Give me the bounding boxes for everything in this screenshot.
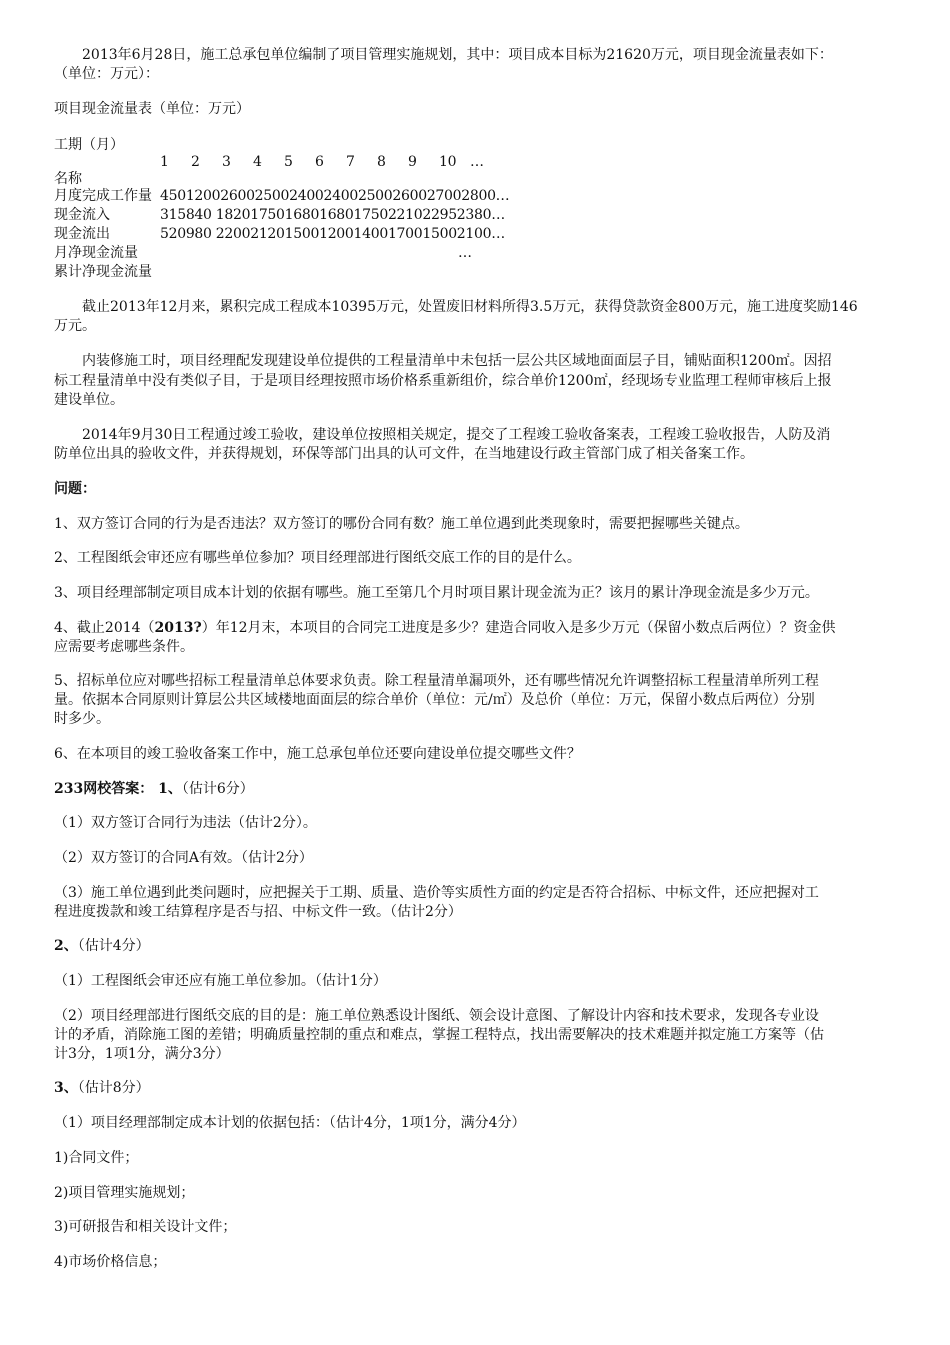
- month-headers: [160, 153, 484, 172]
- row-values: 520980 2200212015001200140017001500​2100…: [160, 226, 505, 242]
- question-5-line-2: 量。依据本合同原则计算层公共区域楼地面面层的综合单价（单位：元/㎡）及总价（单位：万元，保留小数点后两位）分别: [54, 692, 815, 708]
- answer-line: （1）工程图纸会审还应有施工单位参加。（估计1分）: [54, 973, 387, 989]
- list-item: 2)项目管理实施规划；: [54, 1185, 195, 1201]
- table-caption: 项目现金流量表（单位：万元）: [54, 101, 250, 117]
- intro-line-2: （单位：万元）：: [54, 66, 159, 82]
- list-item: 3)可研报告和相关设计文件；: [54, 1219, 237, 1235]
- paragraph-line: 2014年9月30日工程通过竣工验收，建设单位按照相关规定，提交了工程竣工验收备案表，工程竣工验收报告，人防及消: [82, 427, 831, 443]
- answers-heading-bold: 233网校答案： 1、: [54, 781, 182, 797]
- month-header: 3: [222, 154, 231, 170]
- month-header: 4: [253, 154, 262, 170]
- question-3: 3、项目经理部制定项目成本计划的依据有哪些。施工至第几个月时项目累计现金流为正？该月的累计净现金流是多少万元。: [54, 585, 819, 601]
- row-values: 4501200260025002400240025002600270028​00…: [160, 188, 510, 204]
- answer-2-number: 2、: [54, 938, 78, 954]
- row-name: 月度完成工作量: [54, 188, 152, 204]
- question-5-line-3: 时多少。: [54, 711, 110, 727]
- paragraph-line: 截止2013年12月来，累积完成工程成本10395万元，处置废旧材料所得3.5万元，获得贷款资金800万元，施工进度奖励146: [82, 299, 858, 315]
- answers-heading-score: （估计6分）: [181, 781, 254, 797]
- paragraph-line: 防单位出具的验收文件，并获得规划，环保等部门出具的认可文件，在当地建设行政主管部门成了相关备案工作。: [54, 446, 754, 462]
- question-4-line-1: [54, 619, 836, 638]
- question-5-line-1: 5、招标单位应对哪些招标工程量清单总体要求负责。除工程量清单漏项外，还有哪些情况允许调整招标工程量清单所列工程: [54, 673, 819, 689]
- name-label: 名称: [54, 171, 82, 187]
- answer-3-heading: [54, 1079, 150, 1098]
- question-4-line-2: 应需要考虑哪些条件。: [54, 639, 194, 655]
- answer-line: 计3分，1项1分，满分3分）: [54, 1046, 230, 1062]
- row-name: 累计净现金流量: [54, 264, 152, 280]
- questions-heading: 问题：: [54, 481, 96, 497]
- answer-line: （1）双方签订合同行为违法（估计2分）。: [54, 815, 317, 831]
- row-name: 现金流入: [54, 207, 110, 223]
- month-header: 9: [408, 154, 417, 170]
- period-label: 工期（月）: [54, 137, 124, 153]
- q4-prefix: 4、截止2014（: [54, 620, 155, 636]
- answer-line: 计的矛盾，消除施工图的差错；明确质量控制的重点和难点，掌握工程特点，找出需要解决的技术难题并拟定施工方案等（估: [54, 1027, 824, 1043]
- answer-line: （2）项目经理部进行图纸交底的目的是：施工单位熟悉设计图纸、领会设计意图、了解设计内容和技术要求，发现各专业设: [54, 1008, 819, 1024]
- question-2: 2、工程图纸会审还应有哪些单位参加？项目经理部进行图纸交底工作的目的是什么。: [54, 550, 581, 566]
- month-header: …: [470, 154, 484, 170]
- row-name: 月净现金流量: [54, 245, 138, 261]
- answer-3-score: （估计8分）: [77, 1080, 150, 1096]
- question-1: 1、双方签订合同的行为是否违法？双方签订的哪份合同有数？施工单位遇到此类现象时，需要把握哪些关键点。: [54, 516, 749, 532]
- month-header: 10: [439, 154, 457, 170]
- answer-2-heading: [54, 937, 150, 956]
- list-item: 4)市场价格信息；: [54, 1254, 167, 1270]
- row-values: 315840 1820175016801680175022102295​2380…: [160, 207, 505, 223]
- list-item: 1)合同文件；: [54, 1150, 139, 1166]
- q4-year-note: 2013?: [154, 620, 202, 636]
- answer-line: （2）双方签订的合同A有效。（估计2分）: [54, 850, 313, 866]
- paragraph-line: 建设单位。: [54, 392, 124, 408]
- question-6: 6、在本项目的竣工验收备案工作中，施工总承包单位还要向建设单位提交哪些文件？: [54, 746, 581, 762]
- paragraph-line: 万元。: [54, 318, 96, 334]
- month-header: 5: [284, 154, 293, 170]
- month-header: 6: [315, 154, 324, 170]
- paragraph-line: 内装修施工时，项目经理配发现建设单位提供的工程量清单中未包括一层公共区域地面面层子目，铺贴面积1200㎡。因招: [82, 353, 832, 369]
- answer-line: 程进度拨款和竣工结算程序是否与招、中标文件一致。（估计2分）: [54, 904, 462, 920]
- month-header: 2: [191, 154, 200, 170]
- answers-heading: [54, 780, 254, 799]
- answer-line: （3）施工单位遇到此类问题时，应把握关于工期、质量、造价等实质性方面的约定是否符合招标、中标文件，还应把握对工: [54, 885, 819, 901]
- month-header: 8: [377, 154, 386, 170]
- answer-2-score: （估计4分）: [77, 938, 150, 954]
- row-name: 现金流出: [54, 226, 110, 242]
- month-header: 1: [160, 154, 169, 170]
- month-header: 7: [346, 154, 355, 170]
- paragraph-line: 标工程量清单中没有类似子目，于是项目经理按照市场价格系重新组价，综合单价1200㎡，经现场专业监理工程师审核后上报: [54, 373, 832, 389]
- row-values: …: [458, 245, 472, 261]
- q4-rest: ）年12月末，本项目的合同完工进度是多少？建造合同收入是多少万元（保留小数点后两位）？资金供: [201, 620, 836, 636]
- answer-3-number: 3、: [54, 1080, 78, 1096]
- answer-line: （1）项目经理部制定成本计划的依据包括：（估计4分，1项1分，满分4分）: [54, 1115, 526, 1131]
- intro-line-1: 2013年6月28日，施工总承包单位编制了项目管理实施规划，其中：项目成本目标为21620万元，项目现金流量表如下：: [82, 47, 833, 63]
